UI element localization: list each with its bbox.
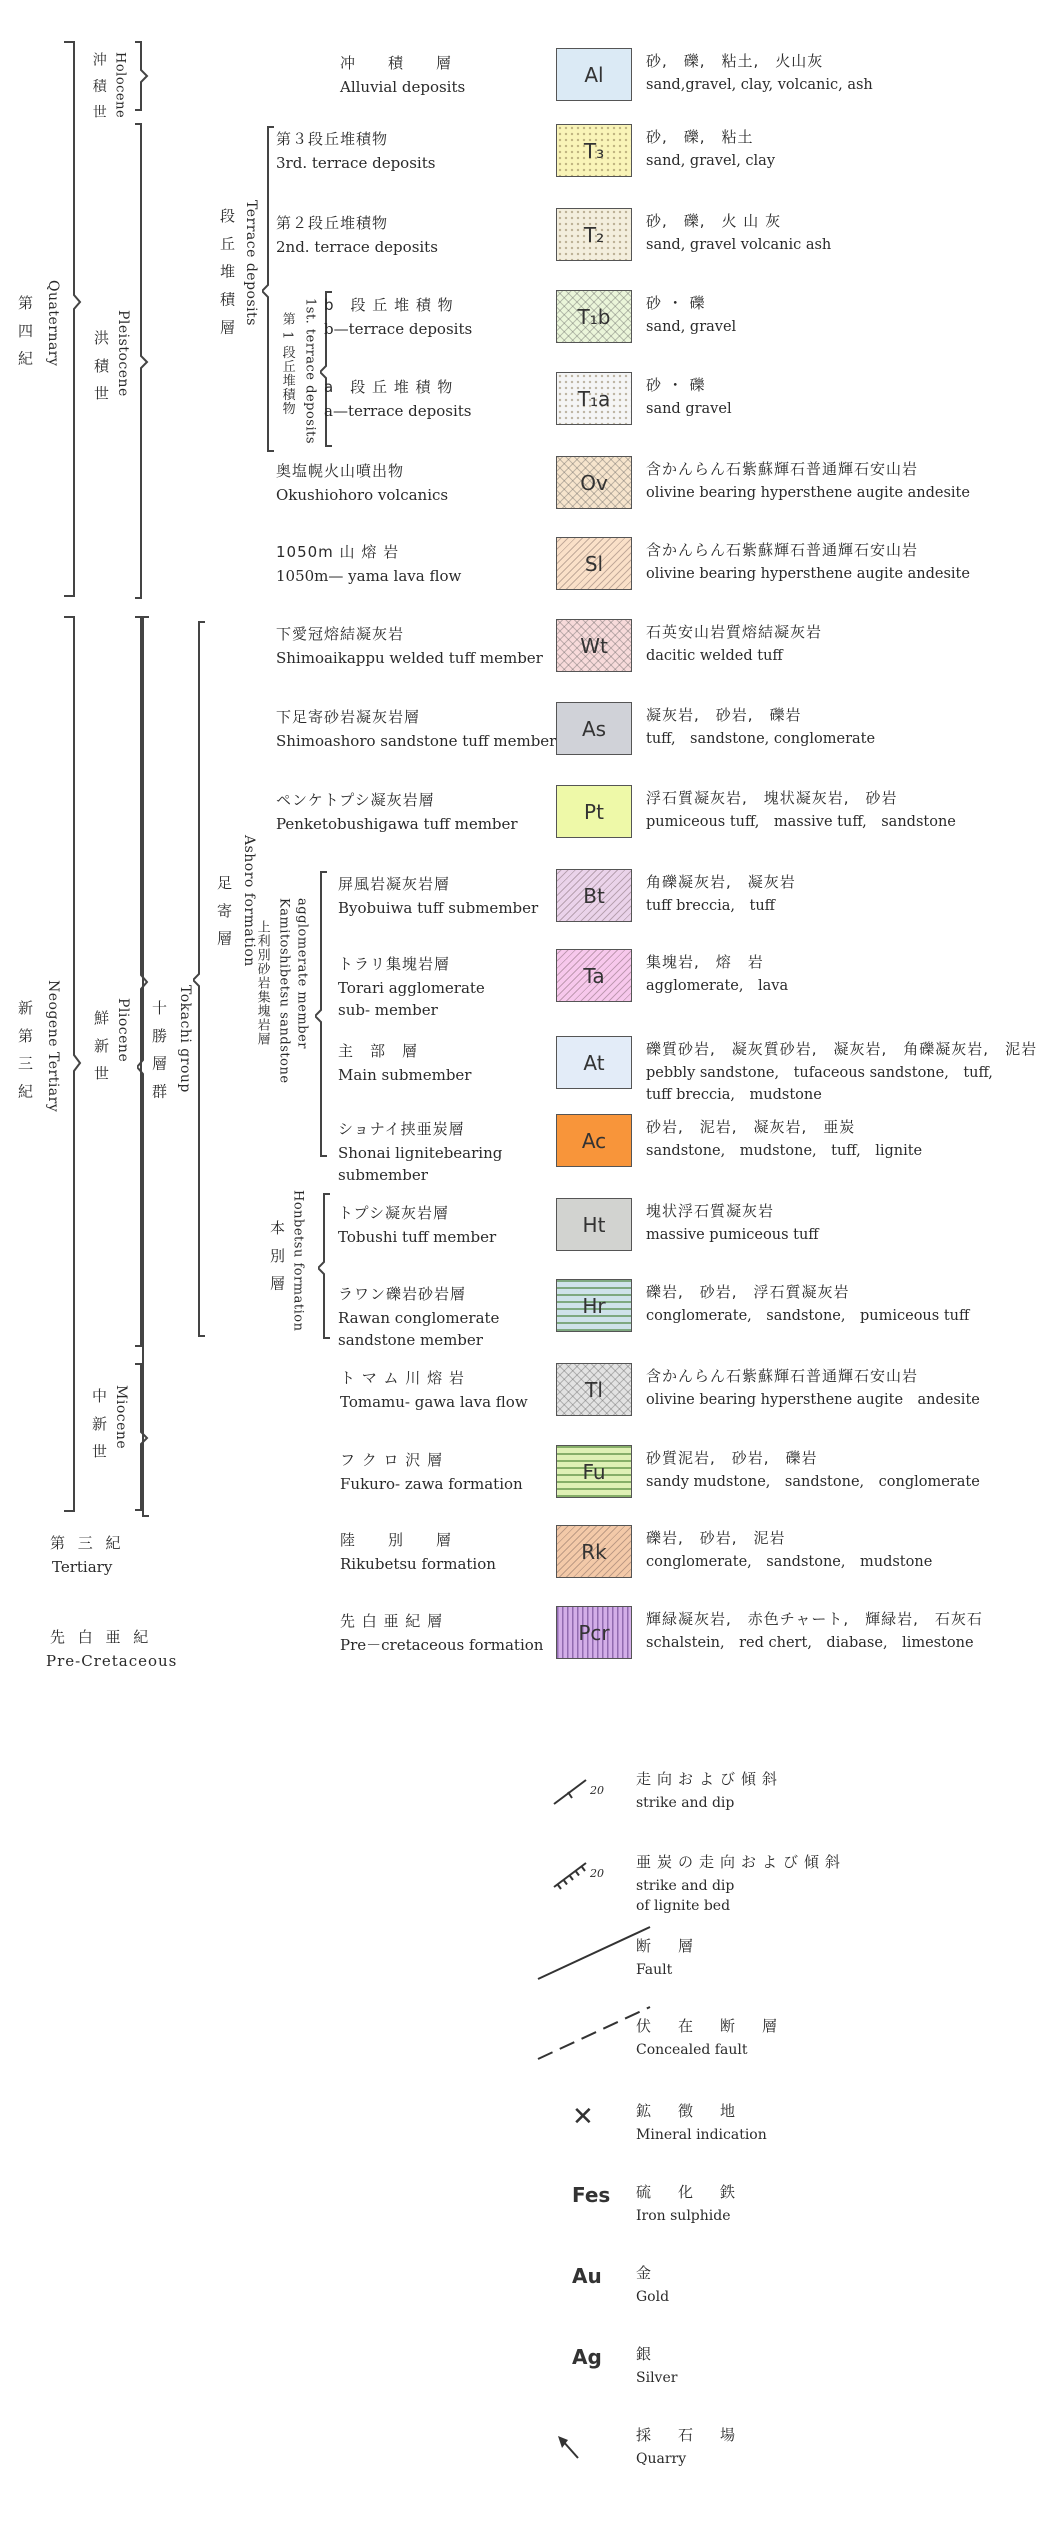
- symbol-name-en-line2: of lignite bed: [636, 1898, 731, 1914]
- pliocene-label-en: Pliocene: [114, 998, 131, 1063]
- tokachi-label-en: Tokachi group: [176, 985, 193, 1093]
- symbol-name-en: strike and dip: [636, 1795, 735, 1811]
- unit-name-jp: 屏風岩凝灰岩層: [338, 875, 451, 893]
- unit-lithology-en: sandstone, mudstone, tuff, lignite: [646, 1143, 923, 1159]
- unit-code: T₃: [583, 138, 605, 163]
- dip-value-label: 20: [590, 1784, 604, 1797]
- first-terrace-label-jp: 第 1 段丘堆積物: [279, 312, 295, 416]
- unit-lithology-en: sand gravel: [646, 401, 732, 417]
- unit-name-en: Penketobushigawa tuff member: [276, 815, 518, 833]
- symbol-name-en: Mineral indication: [636, 2127, 767, 2143]
- unit-lithology-en: tuff breccia, tuff: [646, 898, 775, 914]
- symbol-name-en: Fault: [636, 1962, 673, 1978]
- unit-code: Rk: [581, 1539, 607, 1564]
- unit-lithology-en: schalstein, red chert, diabase, limestone: [646, 1635, 974, 1651]
- unit-lithology-en: olivine bearing hypersthene augite andesite: [646, 566, 970, 582]
- unit-name-jp: 1050m 山 熔 岩: [276, 543, 400, 561]
- miocene-label-jp: 中 新 世: [90, 1388, 108, 1463]
- unit-lithology-jp: 集塊岩, 熔 岩: [646, 953, 764, 971]
- unit-name-jp: トプシ凝灰岩層: [338, 1204, 449, 1222]
- symbol-name-jp: 銀: [636, 2345, 658, 2363]
- symbol-name-en: Concealed fault: [636, 2042, 748, 2058]
- unit-code: Bt: [583, 883, 605, 908]
- unit-name-jp: 下足寄砂岩凝灰岩層: [276, 708, 421, 726]
- unit-color-swatch: [556, 1036, 632, 1089]
- unit-lithology-en: dacitic welded tuff: [646, 648, 783, 664]
- unit-name-jp: ト マ ム 川 熔 岩: [340, 1369, 465, 1387]
- unit-name-en: b—terrace deposits: [324, 320, 473, 338]
- unit-name-en: Byobuiwa tuff submember: [338, 899, 539, 917]
- unit-name-en: Okushiohoro volcanics: [276, 486, 449, 504]
- unit-color-swatch: [556, 1525, 632, 1578]
- honbetsu-brace: [318, 1192, 332, 1342]
- neogene-label-jp: 新 第 三 紀: [16, 1000, 34, 1103]
- mineral-symbol-glyph: ✕: [572, 2102, 594, 2132]
- unit-lithology-jp: 砂, 礫, 粘土, 火山灰: [646, 52, 824, 70]
- unit-color-swatch: [556, 456, 632, 509]
- unit-lithology-jp: 砂 ・ 礫: [646, 376, 706, 394]
- tertiary-label-jp: 第 三 紀: [50, 1534, 125, 1552]
- unit-name-jp: ペンケトプシ凝灰岩層: [276, 791, 435, 809]
- unit-color-swatch: [556, 372, 632, 425]
- quaternary-brace: [62, 40, 82, 600]
- unit-color-swatch: [556, 619, 632, 672]
- holocene-brace: [133, 40, 149, 112]
- pleistocene-label-jp: 洪 積 世: [92, 330, 110, 405]
- unit-name-jp: 第３段丘堆積物: [276, 130, 389, 148]
- precret-label-en: Pre-Cretaceous: [46, 1652, 178, 1670]
- unit-name-en-line2: sandstone member: [338, 1331, 483, 1349]
- unit-code: T₁b: [577, 304, 611, 329]
- kamitoshi-label-en2: agglomerate member: [294, 898, 310, 1049]
- unit-code: Ov: [580, 470, 608, 495]
- miocene-label-en: Miocene: [112, 1385, 129, 1450]
- unit-lithology-en: olivine bearing hypersthene augite andesite: [646, 1392, 980, 1408]
- unit-name-en: Shonai lignitebearing: [338, 1144, 503, 1162]
- symbol-name-jp: 鉱 徴 地: [636, 2102, 742, 2120]
- unit-color-swatch: [556, 1198, 632, 1251]
- unit-code: Hr: [582, 1293, 606, 1318]
- unit-color-swatch: [556, 1279, 632, 1332]
- unit-lithology-jp: 砂岩, 泥岩, 凝灰岩, 亜炭: [646, 1118, 856, 1136]
- unit-lithology-jp: 砂, 礫, 火 山 灰: [646, 212, 782, 230]
- unit-name-en: Tobushi tuff member: [338, 1228, 497, 1246]
- unit-lithology-jp: 砂質泥岩, 砂岩, 礫岩: [646, 1449, 818, 1467]
- unit-code: As: [581, 716, 607, 741]
- unit-color-swatch: [556, 208, 632, 261]
- symbol-name-jp: 伏 在 断 層: [636, 2017, 784, 2035]
- unit-code: T₂: [583, 222, 605, 247]
- unit-color-swatch: [556, 48, 632, 101]
- unit-code: Al: [584, 62, 604, 87]
- unit-lithology-jp: 角礫凝灰岩, 凝灰岩: [646, 873, 796, 891]
- unit-lithology-jp: 礫質砂岩, 凝灰質砂岩, 凝灰岩, 角礫凝灰岩, 泥岩: [646, 1040, 1038, 1058]
- ashoro-brace: [193, 620, 209, 1340]
- unit-name-en: Rawan conglomerate: [338, 1309, 500, 1327]
- kamitoshi-label-en1: Kamitoshibetsu sandstone: [276, 898, 292, 1084]
- unit-lithology-en: agglomerate, lava: [646, 978, 789, 994]
- quaternary-label-en: Quaternary: [44, 280, 61, 367]
- unit-lithology-jp: 凝灰岩, 砂岩, 礫岩: [646, 706, 802, 724]
- unit-name-en-line2: submember: [338, 1166, 428, 1184]
- unit-color-swatch: [556, 1114, 632, 1167]
- unit-lithology-jp: 含かんらん石紫蘇輝石普通輝石安山岩: [646, 541, 919, 559]
- honbetsu-label-jp: 本 別 層: [268, 1220, 286, 1295]
- unit-lithology-en-line2: tuff breccia, mudstone: [646, 1087, 822, 1103]
- unit-lithology-jp: 塊状浮石質凝灰岩: [646, 1202, 775, 1220]
- unit-color-swatch: [556, 290, 632, 343]
- tertiary-label-en: Tertiary: [52, 1558, 113, 1576]
- unit-lithology-jp: 砂 ・ 礫: [646, 294, 706, 312]
- unit-color-swatch: [556, 949, 632, 1002]
- unit-lithology-en: sandy mudstone, sandstone, conglomerate: [646, 1474, 980, 1490]
- unit-name-en: Alluvial deposits: [340, 78, 466, 96]
- unit-code: At: [583, 1050, 605, 1075]
- unit-color-swatch: [556, 537, 632, 590]
- unit-name-en: Main submember: [338, 1066, 472, 1084]
- unit-code: Ac: [581, 1128, 607, 1153]
- unit-lithology-jp: 輝緑凝灰岩, 赤色チャート, 輝緑岩, 石灰石: [646, 1610, 983, 1628]
- unit-code: Sl: [584, 551, 604, 576]
- unit-name-en: 3rd. terrace deposits: [276, 154, 436, 172]
- unit-name-jp: フ ク ロ 沢 層: [340, 1451, 444, 1469]
- unit-color-swatch: [556, 702, 632, 755]
- unit-code: Tl: [585, 1377, 603, 1402]
- symbol-name-en: Iron sulphide: [636, 2208, 731, 2224]
- neogene-brace: [62, 615, 82, 1515]
- silver-symbol-glyph: Ag: [572, 2345, 602, 2369]
- unit-lithology-jp: 礫岩, 砂岩, 泥岩: [646, 1529, 786, 1547]
- unit-lithology-jp: 浮石質凝灰岩, 塊状凝灰岩, 砂岩: [646, 789, 898, 807]
- unit-name-jp: 先 白 亜 紀 層: [340, 1612, 444, 1630]
- first-terrace-label-en: 1st. terrace deposits: [302, 298, 318, 445]
- unit-name-jp: 主 部 層: [338, 1042, 419, 1060]
- symbol-name-jp: 金: [636, 2264, 658, 2282]
- unit-name-en: Tomamu- gawa lava flow: [340, 1393, 528, 1411]
- unit-lithology-en: pumiceous tuff, massive tuff, sandstone: [646, 814, 956, 830]
- symbol-name-en: Silver: [636, 2370, 678, 2386]
- unit-name-jp: ショナイ挟亜炭層: [338, 1120, 465, 1138]
- kamitoshi-label-jp: 上利別砂岩集塊岩層: [254, 920, 270, 1046]
- unit-name-en: Shimoashoro sandstone tuff member: [276, 732, 557, 750]
- unit-code: Pcr: [578, 1620, 610, 1645]
- unit-lithology-en: tuff, sandstone, conglomerate: [646, 731, 876, 747]
- unit-code: Wt: [580, 633, 608, 658]
- unit-code: Pt: [584, 799, 604, 824]
- unit-name-en: 2nd. terrace deposits: [276, 238, 438, 256]
- unit-lithology-jp: 砂, 礫, 粘土: [646, 128, 754, 146]
- unit-name-en: Fukuro- zawa formation: [340, 1475, 523, 1493]
- unit-color-swatch: [556, 785, 632, 838]
- pleistocene-label-en: Pleistocene: [114, 310, 131, 397]
- unit-lithology-jp: 石英安山岩質熔結凝灰岩: [646, 623, 823, 641]
- gold-symbol-glyph: Au: [572, 2264, 602, 2288]
- symbol-name-jp: 採 石 場: [636, 2426, 742, 2444]
- quaternary-label-jp: 第 四 紀: [16, 295, 34, 370]
- unit-lithology-en: massive pumiceous tuff: [646, 1227, 819, 1243]
- unit-lithology-jp: 含かんらん石紫蘇輝石普通輝石安山岩: [646, 1367, 919, 1385]
- precret-label-jp: 先 白 亜 紀: [50, 1628, 153, 1646]
- neogene-label-en: Neogene Tertiary: [44, 980, 61, 1113]
- holocene-label-jp: 沖 積 世: [90, 52, 107, 123]
- unit-lithology-jp: 礫岩, 砂岩, 浮石質凝灰岩: [646, 1283, 850, 1301]
- miocene-brace: [133, 1362, 149, 1514]
- unit-color-swatch: [556, 124, 632, 177]
- symbol-name-jp: 硫 化 鉄: [636, 2183, 742, 2201]
- unit-name-jp: 陸 別 層: [340, 1531, 453, 1549]
- unit-code: Ht: [582, 1212, 606, 1237]
- unit-name-jp: 下愛冠熔結凝灰岩: [276, 625, 405, 643]
- pleistocene-brace: [133, 122, 149, 602]
- unit-name-en-line2: sub- member: [338, 1001, 438, 1019]
- unit-name-en: Rikubetsu formation: [340, 1555, 496, 1573]
- unit-name-jp: b 段 丘 堆 積 物: [324, 296, 454, 314]
- ashoro-label-en: Ashoro formation: [240, 835, 257, 967]
- unit-code: T₁a: [577, 386, 611, 411]
- unit-lithology-en: sand, gravel volcanic ash: [646, 237, 832, 253]
- tokachi-label-jp: 十 勝 層 群: [150, 1000, 168, 1103]
- symbol-name-en: Gold: [636, 2289, 670, 2305]
- unit-lithology-jp: 含かんらん石紫蘇輝石普通輝石安山岩: [646, 460, 919, 478]
- unit-lithology-en: sand, gravel: [646, 319, 737, 335]
- unit-color-swatch: [556, 869, 632, 922]
- unit-lithology-en: conglomerate, sandstone, mudstone: [646, 1554, 933, 1570]
- unit-lithology-en: conglomerate, sandstone, pumiceous tuff: [646, 1308, 970, 1324]
- holocene-label-en: Holocene: [112, 52, 128, 119]
- unit-name-en: a—terrace deposits: [324, 402, 472, 420]
- unit-name-en: Pre－cretaceous formation: [340, 1636, 544, 1654]
- pliocene-label-jp: 鮮 新 世: [92, 1010, 110, 1085]
- unit-color-swatch: [556, 1606, 632, 1659]
- unit-lithology-en: sand,gravel, clay, volcanic, ash: [646, 77, 873, 93]
- unit-name-jp: 冲 積 層: [340, 54, 453, 72]
- unit-name-en: Torari agglomerate: [338, 979, 485, 997]
- unit-color-swatch: [556, 1363, 632, 1416]
- unit-name-jp: トラリ集塊岩層: [338, 955, 451, 973]
- unit-name-jp: ラワン礫岩砂岩層: [338, 1285, 467, 1303]
- iron-symbol-glyph: Fes: [572, 2183, 611, 2207]
- symbol-name-jp: 走向および傾斜: [636, 1770, 784, 1788]
- honbetsu-label-en: Honbetsu formation: [290, 1190, 306, 1332]
- terrace-brace: [262, 125, 278, 455]
- terrace-label-jp: 段 丘 堆 積 層: [218, 208, 236, 339]
- symbol-name-en: Quarry: [636, 2451, 687, 2467]
- unit-color-swatch: [556, 1445, 632, 1498]
- ashoro-label-jp: 足 寄 層: [215, 875, 233, 950]
- unit-name-jp: 第２段丘堆積物: [276, 214, 389, 232]
- unit-name-en: Shimoaikappu welded tuff member: [276, 649, 543, 667]
- unit-name-jp: 奥塩幌火山噴出物: [276, 462, 405, 480]
- unit-name-jp: a 段 丘 堆 積 物: [324, 378, 454, 396]
- kamitoshi-brace: [315, 870, 329, 1160]
- symbol-name-en: strike and dip: [636, 1878, 735, 1894]
- unit-lithology-en: olivine bearing hypersthene augite andesite: [646, 485, 970, 501]
- unit-code: Fu: [582, 1459, 606, 1484]
- unit-lithology-en: pebbly sandstone, tufaceous sandstone, tuff,: [646, 1065, 993, 1081]
- symbol-name-jp: 亜炭の走向および傾斜: [636, 1853, 847, 1871]
- unit-lithology-en: sand, gravel, clay: [646, 153, 776, 169]
- unit-name-en: 1050m— yama lava flow: [276, 567, 462, 585]
- dip-value-label: 20: [590, 1867, 604, 1880]
- unit-code: Ta: [583, 963, 605, 988]
- terrace-label-en: Terrace deposits: [242, 200, 259, 326]
- symbol-name-jp: 断 層: [636, 1937, 700, 1955]
